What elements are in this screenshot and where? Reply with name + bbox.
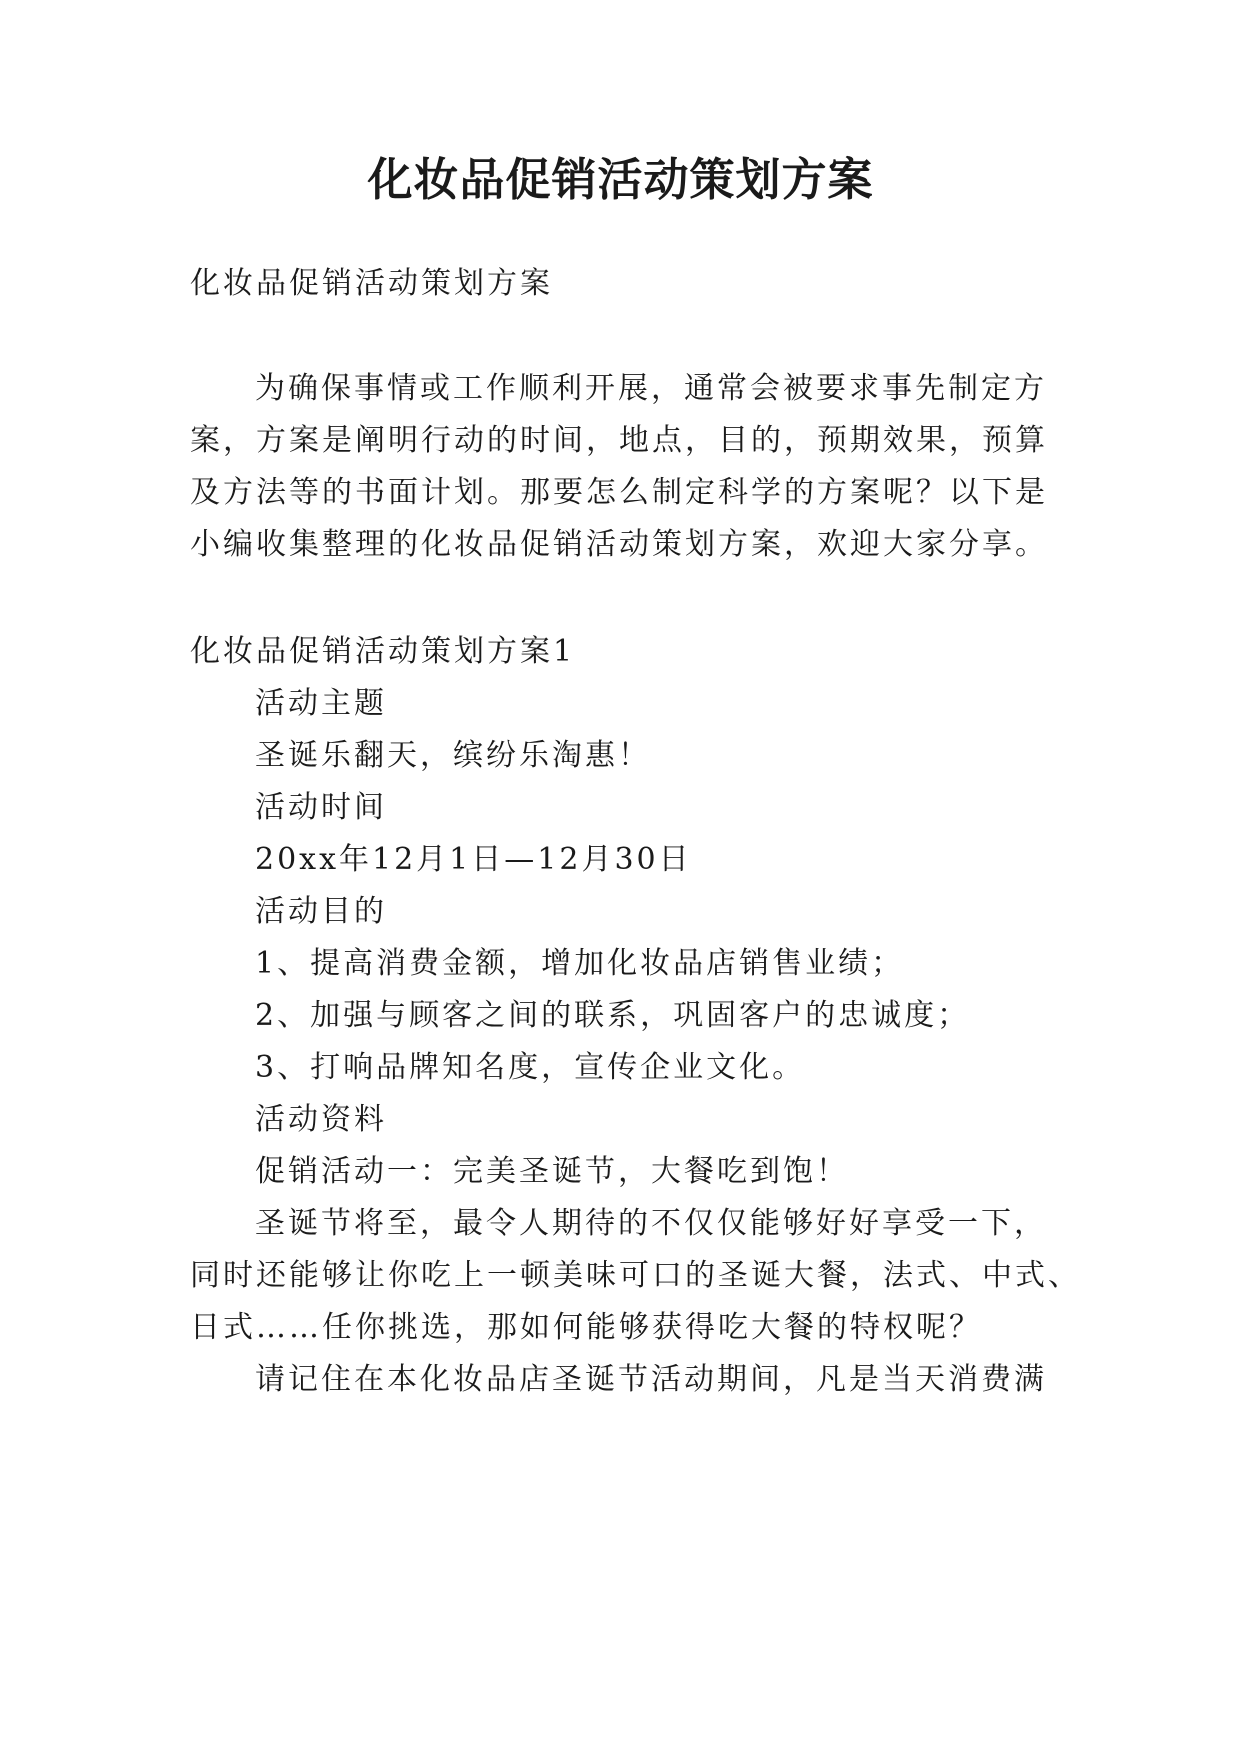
item-goal-1: 1、提高消费金额，增加化妆品店销售业绩； [255, 946, 905, 981]
item-theme-value: 圣诞乐翻天，缤纷乐淘惠！ [255, 738, 651, 773]
item-content-label: 活动资料 [255, 1102, 387, 1137]
document-title: 化妆品促销活动策划方案 [367, 153, 874, 206]
section-heading: 化妆品促销活动策划方案1 [190, 634, 576, 669]
item-goal-label: 活动目的 [255, 894, 387, 929]
paragraph-line-4: 请记住在本化妆品店圣诞节活动期间，凡是当天消费满 [255, 1362, 1047, 1397]
intro-line-1: 为确保事情或工作顺利开展，通常会被要求事先制定方 [255, 371, 1047, 406]
item-goal-3: 3、打响品牌知名度，宣传企业文化。 [255, 1050, 806, 1085]
item-time-value: 20xx年12月1日—12月30日 [255, 842, 692, 877]
intro-line-2: 案，方案是阐明行动的时间，地点，目的，预期效果，预算 [190, 423, 1048, 458]
intro-line-3: 及方法等的书面计划。那要怎么制定科学的方案呢？以下是 [190, 475, 1048, 510]
item-promo-1: 促销活动一：完美圣诞节，大餐吃到饱！ [255, 1154, 849, 1189]
paragraph-line-1: 圣诞节将至，最令人期待的不仅仅能够好好享受一下， [255, 1206, 1047, 1241]
item-goal-2: 2、加强与顾客之间的联系，巩固客户的忠诚度； [255, 998, 971, 1033]
item-time-label: 活动时间 [255, 790, 387, 825]
paragraph-line-2: 同时还能够让你吃上一顿美味可口的圣诞大餐，法式、中式、 [190, 1258, 1081, 1293]
item-theme-label: 活动主题 [255, 686, 387, 721]
paragraph-line-3: 日式……任你挑选，那如何能够获得吃大餐的特权呢？ [190, 1310, 982, 1345]
intro-line-4: 小编收集整理的化妆品促销活动策划方案，欢迎大家分享。 [190, 527, 1048, 562]
subtitle-line: 化妆品促销活动策划方案 [190, 266, 553, 301]
